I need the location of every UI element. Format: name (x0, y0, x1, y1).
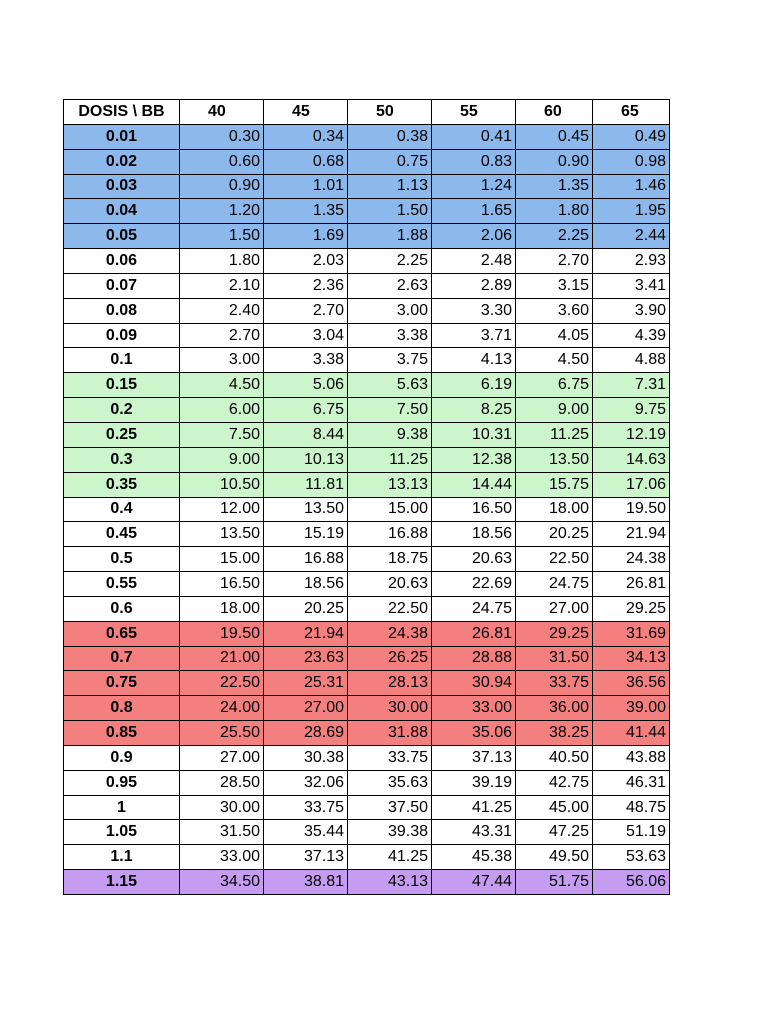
value-cell: 9.00 (180, 447, 264, 472)
value-cell: 6.75 (516, 373, 593, 398)
value-cell: 1.50 (180, 224, 264, 249)
value-cell: 3.00 (348, 298, 432, 323)
dose-cell: 0.08 (64, 298, 180, 323)
table-row (64, 199, 670, 224)
value-cell: 46.31 (593, 770, 670, 795)
dose-cell: 0.04 (64, 199, 180, 224)
value-cell: 47.44 (432, 870, 516, 895)
value-cell: 56.06 (593, 870, 670, 895)
column-header: 40 (180, 100, 264, 125)
value-cell: 18.56 (264, 572, 348, 597)
dose-cell: 0.45 (64, 522, 180, 547)
dose-cell: 0.55 (64, 572, 180, 597)
dose-cell: 0.3 (64, 447, 180, 472)
value-cell: 31.88 (348, 721, 432, 746)
value-cell: 12.38 (432, 447, 516, 472)
table-row (64, 845, 670, 870)
value-cell: 42.75 (516, 770, 593, 795)
column-header: 45 (264, 100, 348, 125)
table-body (64, 124, 670, 894)
value-cell: 9.75 (593, 398, 670, 423)
value-cell: 10.50 (180, 472, 264, 497)
value-cell: 16.88 (264, 547, 348, 572)
dose-cell: 0.03 (64, 174, 180, 199)
value-cell: 1.80 (180, 249, 264, 274)
table-row (64, 447, 670, 472)
value-cell: 25.50 (180, 721, 264, 746)
table-row (64, 323, 670, 348)
table-header (64, 100, 670, 125)
dose-cell: 0.01 (64, 124, 180, 149)
value-cell: 8.25 (432, 398, 516, 423)
value-cell: 18.00 (180, 596, 264, 621)
dose-cell: 0.8 (64, 696, 180, 721)
value-cell: 0.38 (348, 124, 432, 149)
table-row (64, 547, 670, 572)
corner-header: DOSIS \ BB (64, 100, 180, 125)
dose-cell: 0.06 (64, 249, 180, 274)
value-cell: 47.25 (516, 820, 593, 845)
value-cell: 0.49 (593, 124, 670, 149)
value-cell: 9.00 (516, 398, 593, 423)
value-cell: 6.19 (432, 373, 516, 398)
value-cell: 1.35 (264, 199, 348, 224)
value-cell: 35.63 (348, 770, 432, 795)
value-cell: 39.38 (348, 820, 432, 845)
table-row (64, 745, 670, 770)
value-cell: 2.89 (432, 273, 516, 298)
value-cell: 2.06 (432, 224, 516, 249)
table-row (64, 472, 670, 497)
value-cell: 14.44 (432, 472, 516, 497)
value-cell: 38.81 (264, 870, 348, 895)
value-cell: 4.88 (593, 348, 670, 373)
value-cell: 30.94 (432, 671, 516, 696)
dose-cell: 0.35 (64, 472, 180, 497)
value-cell: 0.90 (180, 174, 264, 199)
value-cell: 25.31 (264, 671, 348, 696)
value-cell: 33.75 (516, 671, 593, 696)
value-cell: 7.31 (593, 373, 670, 398)
value-cell: 2.36 (264, 273, 348, 298)
dose-cell: 0.02 (64, 149, 180, 174)
table-row (64, 124, 670, 149)
value-cell: 12.00 (180, 497, 264, 522)
value-cell: 15.75 (516, 472, 593, 497)
table-row (64, 621, 670, 646)
dose-table (63, 99, 670, 895)
dose-cell: 1 (64, 795, 180, 820)
table-row (64, 422, 670, 447)
value-cell: 0.60 (180, 149, 264, 174)
value-cell: 22.50 (180, 671, 264, 696)
dose-cell: 0.9 (64, 745, 180, 770)
value-cell: 1.80 (516, 199, 593, 224)
value-cell: 9.38 (348, 422, 432, 447)
value-cell: 3.30 (432, 298, 516, 323)
value-cell: 4.50 (180, 373, 264, 398)
dose-cell: 0.05 (64, 224, 180, 249)
value-cell: 28.50 (180, 770, 264, 795)
value-cell: 0.83 (432, 149, 516, 174)
value-cell: 12.19 (593, 422, 670, 447)
value-cell: 41.25 (348, 845, 432, 870)
value-cell: 1.88 (348, 224, 432, 249)
dose-cell: 1.1 (64, 845, 180, 870)
value-cell: 35.44 (264, 820, 348, 845)
value-cell: 45.00 (516, 795, 593, 820)
value-cell: 29.25 (593, 596, 670, 621)
value-cell: 24.75 (516, 572, 593, 597)
value-cell: 11.25 (348, 447, 432, 472)
value-cell: 32.06 (264, 770, 348, 795)
value-cell: 1.50 (348, 199, 432, 224)
value-cell: 3.15 (516, 273, 593, 298)
value-cell: 28.69 (264, 721, 348, 746)
table-row (64, 273, 670, 298)
table-row (64, 646, 670, 671)
value-cell: 3.90 (593, 298, 670, 323)
value-cell: 0.45 (516, 124, 593, 149)
value-cell: 2.25 (348, 249, 432, 274)
table-row (64, 572, 670, 597)
value-cell: 30.38 (264, 745, 348, 770)
value-cell: 20.63 (432, 547, 516, 572)
value-cell: 19.50 (180, 621, 264, 646)
value-cell: 1.65 (432, 199, 516, 224)
value-cell: 28.13 (348, 671, 432, 696)
value-cell: 7.50 (348, 398, 432, 423)
value-cell: 21.94 (593, 522, 670, 547)
column-header: 60 (516, 100, 593, 125)
column-header: 55 (432, 100, 516, 125)
value-cell: 3.04 (264, 323, 348, 348)
table-row (64, 497, 670, 522)
value-cell: 20.25 (516, 522, 593, 547)
table-row (64, 671, 670, 696)
dose-cell: 0.5 (64, 547, 180, 572)
value-cell: 21.94 (264, 621, 348, 646)
dose-cell: 0.75 (64, 671, 180, 696)
value-cell: 26.81 (432, 621, 516, 646)
value-cell: 0.90 (516, 149, 593, 174)
value-cell: 27.00 (516, 596, 593, 621)
value-cell: 1.95 (593, 199, 670, 224)
value-cell: 31.69 (593, 621, 670, 646)
value-cell: 2.48 (432, 249, 516, 274)
value-cell: 13.50 (264, 497, 348, 522)
value-cell: 18.56 (432, 522, 516, 547)
value-cell: 2.10 (180, 273, 264, 298)
value-cell: 43.31 (432, 820, 516, 845)
dose-cell: 0.09 (64, 323, 180, 348)
value-cell: 0.68 (264, 149, 348, 174)
value-cell: 3.41 (593, 273, 670, 298)
table-row (64, 149, 670, 174)
value-cell: 22.50 (348, 596, 432, 621)
value-cell: 39.19 (432, 770, 516, 795)
table-row (64, 820, 670, 845)
value-cell: 24.38 (348, 621, 432, 646)
dose-cell: 0.1 (64, 348, 180, 373)
value-cell: 10.31 (432, 422, 516, 447)
value-cell: 14.63 (593, 447, 670, 472)
value-cell: 23.63 (264, 646, 348, 671)
value-cell: 26.25 (348, 646, 432, 671)
table-row (64, 348, 670, 373)
table-row (64, 870, 670, 895)
value-cell: 20.63 (348, 572, 432, 597)
value-cell: 43.13 (348, 870, 432, 895)
value-cell: 18.75 (348, 547, 432, 572)
value-cell: 2.70 (264, 298, 348, 323)
value-cell: 15.00 (348, 497, 432, 522)
value-cell: 20.25 (264, 596, 348, 621)
table-row (64, 770, 670, 795)
value-cell: 2.70 (516, 249, 593, 274)
value-cell: 3.38 (264, 348, 348, 373)
table-row (64, 696, 670, 721)
value-cell: 3.60 (516, 298, 593, 323)
value-cell: 4.13 (432, 348, 516, 373)
table-row (64, 174, 670, 199)
value-cell: 40.50 (516, 745, 593, 770)
table-row (64, 721, 670, 746)
value-cell: 1.13 (348, 174, 432, 199)
dose-cell: 0.85 (64, 721, 180, 746)
value-cell: 37.13 (264, 845, 348, 870)
value-cell: 33.00 (432, 696, 516, 721)
value-cell: 36.00 (516, 696, 593, 721)
value-cell: 31.50 (516, 646, 593, 671)
value-cell: 29.25 (516, 621, 593, 646)
value-cell: 0.34 (264, 124, 348, 149)
dose-cell: 0.07 (64, 273, 180, 298)
value-cell: 7.50 (180, 422, 264, 447)
value-cell: 33.00 (180, 845, 264, 870)
value-cell: 34.13 (593, 646, 670, 671)
dose-cell: 0.4 (64, 497, 180, 522)
dose-cell: 0.95 (64, 770, 180, 795)
value-cell: 1.01 (264, 174, 348, 199)
value-cell: 0.75 (348, 149, 432, 174)
value-cell: 5.06 (264, 373, 348, 398)
value-cell: 3.71 (432, 323, 516, 348)
value-cell: 24.00 (180, 696, 264, 721)
value-cell: 4.50 (516, 348, 593, 373)
value-cell: 10.13 (264, 447, 348, 472)
value-cell: 26.81 (593, 572, 670, 597)
value-cell: 16.50 (432, 497, 516, 522)
value-cell: 2.93 (593, 249, 670, 274)
value-cell: 3.75 (348, 348, 432, 373)
value-cell: 21.00 (180, 646, 264, 671)
value-cell: 4.39 (593, 323, 670, 348)
value-cell: 22.69 (432, 572, 516, 597)
value-cell: 49.50 (516, 845, 593, 870)
value-cell: 4.05 (516, 323, 593, 348)
value-cell: 5.63 (348, 373, 432, 398)
dose-cell: 0.65 (64, 621, 180, 646)
value-cell: 0.98 (593, 149, 670, 174)
value-cell: 3.38 (348, 323, 432, 348)
table-row (64, 224, 670, 249)
value-cell: 18.00 (516, 497, 593, 522)
value-cell: 15.19 (264, 522, 348, 547)
table-row (64, 298, 670, 323)
value-cell: 11.81 (264, 472, 348, 497)
value-cell: 22.50 (516, 547, 593, 572)
value-cell: 37.13 (432, 745, 516, 770)
value-cell: 27.00 (180, 745, 264, 770)
value-cell: 1.46 (593, 174, 670, 199)
value-cell: 38.25 (516, 721, 593, 746)
value-cell: 2.70 (180, 323, 264, 348)
value-cell: 48.75 (593, 795, 670, 820)
value-cell: 39.00 (593, 696, 670, 721)
value-cell: 2.03 (264, 249, 348, 274)
value-cell: 35.06 (432, 721, 516, 746)
value-cell: 2.44 (593, 224, 670, 249)
value-cell: 6.75 (264, 398, 348, 423)
value-cell: 41.25 (432, 795, 516, 820)
header-row (64, 100, 670, 125)
value-cell: 53.63 (593, 845, 670, 870)
table-row (64, 795, 670, 820)
value-cell: 1.69 (264, 224, 348, 249)
value-cell: 24.38 (593, 547, 670, 572)
dose-cell: 0.7 (64, 646, 180, 671)
value-cell: 43.88 (593, 745, 670, 770)
column-header: 65 (593, 100, 670, 125)
value-cell: 45.38 (432, 845, 516, 870)
value-cell: 24.75 (432, 596, 516, 621)
table-row (64, 522, 670, 547)
value-cell: 1.24 (432, 174, 516, 199)
value-cell: 0.30 (180, 124, 264, 149)
value-cell: 19.50 (593, 497, 670, 522)
dose-cell: 0.15 (64, 373, 180, 398)
value-cell: 6.00 (180, 398, 264, 423)
value-cell: 37.50 (348, 795, 432, 820)
column-header: 50 (348, 100, 432, 125)
value-cell: 51.75 (516, 870, 593, 895)
dose-cell: 1.05 (64, 820, 180, 845)
value-cell: 30.00 (180, 795, 264, 820)
value-cell: 27.00 (264, 696, 348, 721)
dose-cell: 0.25 (64, 422, 180, 447)
value-cell: 3.00 (180, 348, 264, 373)
table-row (64, 596, 670, 621)
dose-cell: 0.2 (64, 398, 180, 423)
value-cell: 16.88 (348, 522, 432, 547)
value-cell: 2.25 (516, 224, 593, 249)
table-row (64, 373, 670, 398)
value-cell: 28.88 (432, 646, 516, 671)
table-row (64, 249, 670, 274)
value-cell: 51.19 (593, 820, 670, 845)
value-cell: 1.35 (516, 174, 593, 199)
dose-cell: 1.15 (64, 870, 180, 895)
value-cell: 8.44 (264, 422, 348, 447)
value-cell: 13.50 (516, 447, 593, 472)
value-cell: 16.50 (180, 572, 264, 597)
value-cell: 36.56 (593, 671, 670, 696)
value-cell: 13.13 (348, 472, 432, 497)
dose-cell: 0.6 (64, 596, 180, 621)
value-cell: 13.50 (180, 522, 264, 547)
value-cell: 0.41 (432, 124, 516, 149)
value-cell: 34.50 (180, 870, 264, 895)
value-cell: 41.44 (593, 721, 670, 746)
value-cell: 31.50 (180, 820, 264, 845)
value-cell: 1.20 (180, 199, 264, 224)
value-cell: 2.40 (180, 298, 264, 323)
value-cell: 2.63 (348, 273, 432, 298)
table-row (64, 398, 670, 423)
value-cell: 15.00 (180, 547, 264, 572)
value-cell: 33.75 (348, 745, 432, 770)
value-cell: 33.75 (264, 795, 348, 820)
value-cell: 17.06 (593, 472, 670, 497)
value-cell: 30.00 (348, 696, 432, 721)
value-cell: 11.25 (516, 422, 593, 447)
